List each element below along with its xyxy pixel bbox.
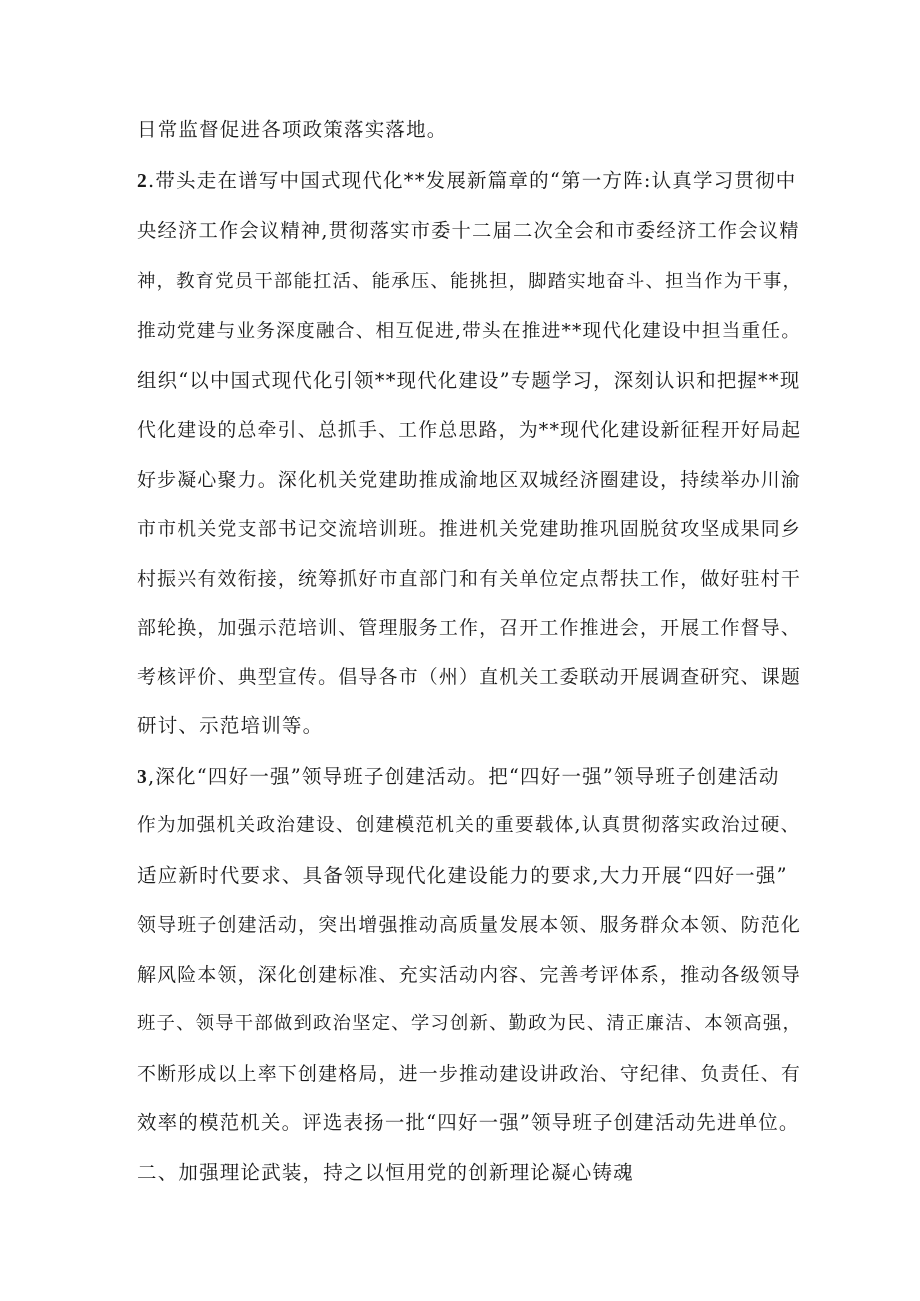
paragraph-line: 作为加强机关政治建设、创建模范机关的重要载体,认真贯彻落实政治过硬、: [137, 815, 801, 836]
paragraph-line: 领导班子创建活动，突出增强推动高质量发展本领、服务群众本领、防范化: [137, 914, 802, 936]
paragraph-line: 效率的模范机关。评选表扬一批“四好一强”领导班子创建活动先进单位。: [137, 1111, 800, 1134]
paragraph-line: 日常监督促进各项政策落实落地。: [137, 118, 448, 141]
paragraph-text: ,深化“四好一强”领导班子创建活动。把“四好一强”领导班子创建活动: [147, 765, 780, 788]
paragraph-number: 2: [137, 171, 148, 192]
paragraph-line: 推动党建与业务深度融合、相互促进,带头在推进**现代化建设中担当重任。: [137, 321, 802, 342]
paragraph-text: .带头走在谱写中国式现代化**发展新篇章的“第一方阵:认真学习贯彻中: [147, 169, 797, 192]
paragraph-line: 考核评价、典型宣传。倡导各市（州）直机关工委联动开展调查研究、课题: [137, 666, 802, 688]
paragraph-3-first-line: [137, 763, 780, 791]
paragraph-line: 代化建设的总牵引、总抓手、工作总思路，为**现代化建设新征程开好局起: [137, 419, 802, 441]
paragraph-line: 央经济工作会议精神,贯彻落实市委十二届二次全会和市委经济工作会议精: [137, 219, 800, 242]
paragraph-line: 组织“以中国式现代化引领**现代化建设”专题学习，深刻认识和把握**现: [137, 369, 801, 392]
paragraph-line: 班子、领导干部做到政治坚定、学习创新、勤政为民、清正廉洁、本领高强，: [137, 1013, 803, 1034]
paragraph-line: 神，教育党员干部能扛活、能承压、能挑担，脚踏实地奋斗、担当作为干事，: [137, 271, 803, 292]
paragraph-line: 不断形成以上率下创建格局，进一步推动建设讲政治、守纪律、负责任、有: [137, 1063, 802, 1085]
section-heading: 二、加强理论武装，持之以恒用党的创新理论凝心铸魂: [137, 1161, 634, 1184]
paragraph-line: 村振兴有效衔接，统筹抓好市直部门和有关单位定点帮扶工作，做好驻村干: [137, 568, 802, 590]
paragraph-line: 解风险本领，深化创建标准、充实活动内容、完善考评体系，推动各级领导: [137, 964, 802, 986]
paragraph-number: 3: [137, 767, 148, 788]
paragraph-line: 好步凝心聚力。深化机关党建助推成渝地区双城经济圈建设，持续举办川渝: [137, 469, 802, 491]
paragraph-2-first-line: [137, 167, 797, 195]
paragraph-line: 部轮换，加强示范培训、管理服务工作，召开工作推进会，开展工作督导、: [137, 617, 802, 639]
paragraph-line: 市市机关党支部书记交流培训班。推进机关党建助推巩固脱贫攻坚成果同乡: [137, 518, 802, 540]
paragraph-line: 适应新时代要求、具备领导现代化建设能力的要求,大力开展“四好一强”: [137, 864, 788, 887]
paragraph-line: 研讨、示范培训等。: [137, 714, 324, 737]
